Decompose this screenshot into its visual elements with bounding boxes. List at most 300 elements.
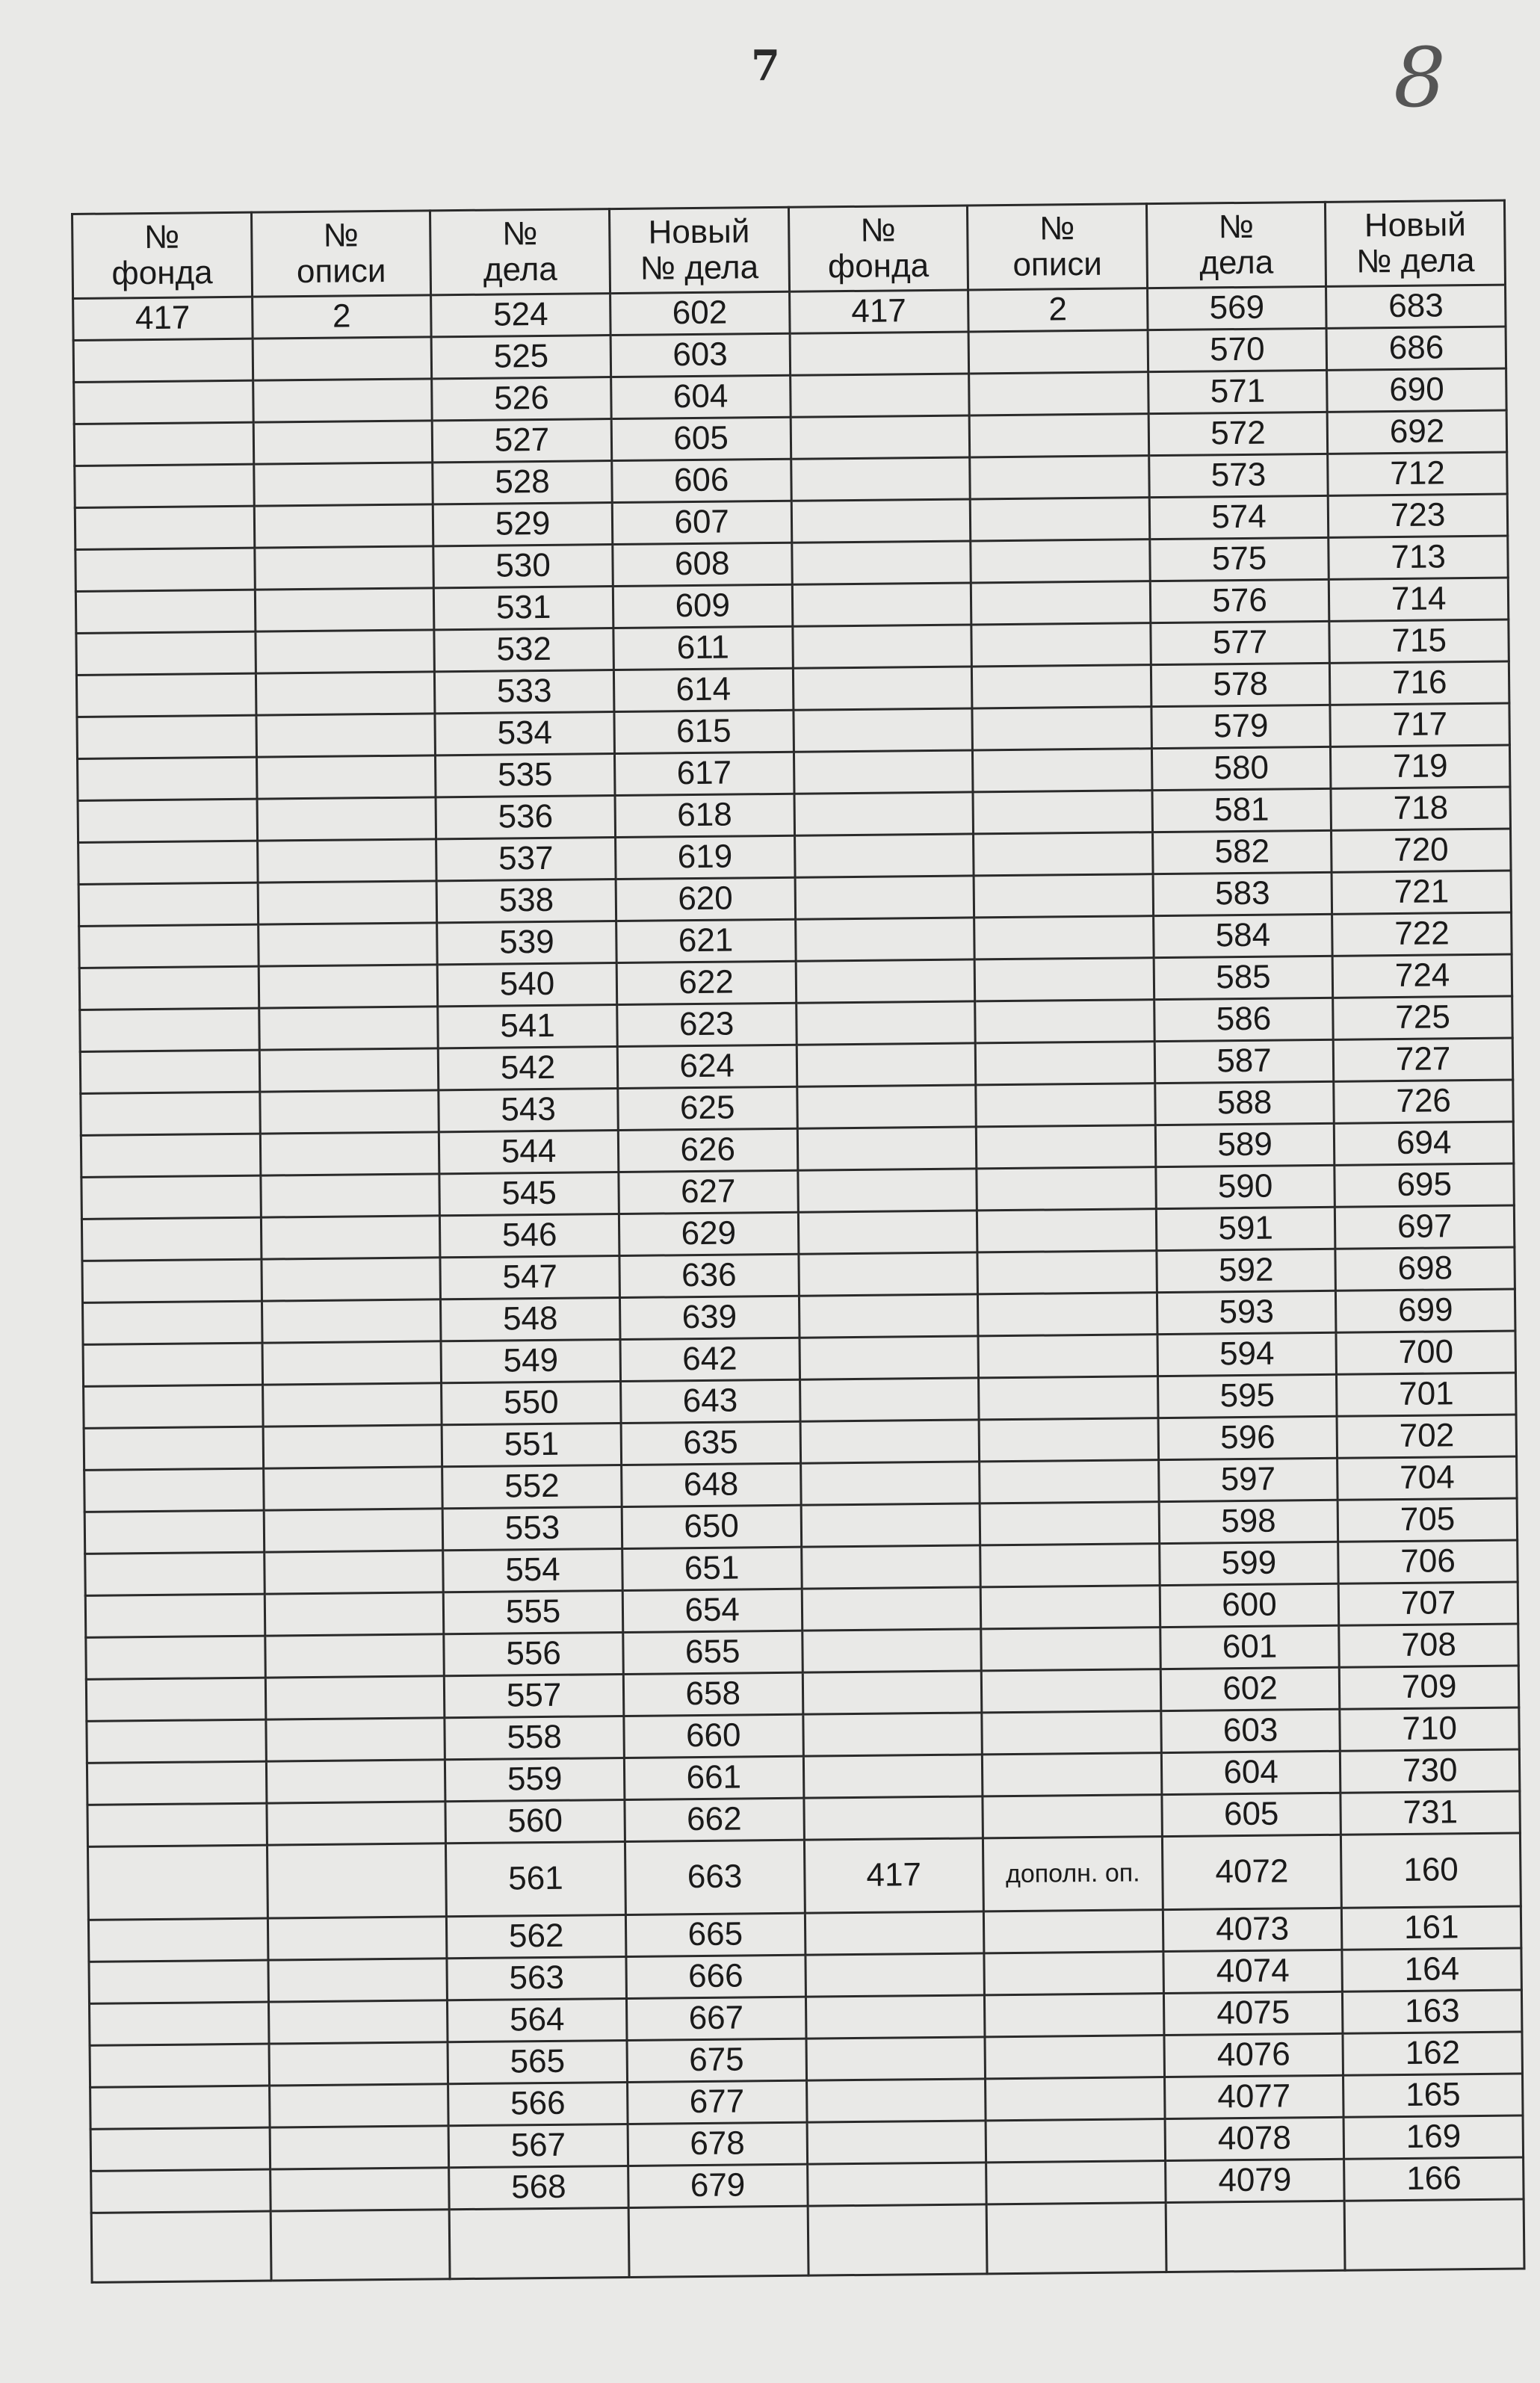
- cell-delo: 4077: [1164, 2075, 1343, 2118]
- cell-new-delo: 726: [1334, 1080, 1513, 1123]
- cell-fond: [84, 1427, 263, 1470]
- cell-opis: [256, 672, 435, 715]
- cell-new-delo: 619: [615, 835, 794, 879]
- cell-delo: 530: [433, 545, 613, 588]
- cell-delo: 573: [1148, 454, 1328, 497]
- cell-delo: 574: [1149, 495, 1329, 539]
- cell-fond: [803, 1796, 983, 1840]
- cell-opis: [969, 372, 1148, 415]
- cell-fond: [806, 2079, 986, 2122]
- empty-cell: [1344, 2199, 1524, 2270]
- cell-opis: [977, 1167, 1156, 1211]
- cell-fond: [807, 2163, 986, 2206]
- cell-delo: 603: [1161, 1709, 1340, 1752]
- cell-new-delo: 697: [1335, 1205, 1515, 1249]
- cell-opis: [253, 421, 433, 464]
- header-opis: № описи: [968, 204, 1148, 290]
- cell-new-delo: 625: [618, 1087, 797, 1130]
- cell-fond: [80, 1008, 259, 1051]
- cell-fond: [78, 883, 258, 926]
- table-row: [87, 1833, 1521, 1920]
- cell-opis: [970, 498, 1149, 541]
- cell-fond: [87, 1803, 267, 1846]
- cell-delo: 561: [446, 1841, 626, 1916]
- cell-delo: 550: [442, 1382, 621, 1425]
- cell-fond: [803, 1671, 982, 1714]
- cell-fond: [794, 834, 974, 877]
- cell-fond: [81, 1217, 261, 1261]
- cell-new-delo: 162: [1343, 2032, 1522, 2075]
- cell-delo: 575: [1150, 537, 1329, 581]
- cell-fond: [86, 1678, 265, 1721]
- cell-opis: [270, 2126, 449, 2169]
- cell-opis: [257, 797, 436, 841]
- cell-delo: 560: [445, 1799, 625, 1843]
- cell-fond: [796, 1001, 975, 1045]
- header-opis: № описи: [251, 211, 431, 297]
- cell-delo: 551: [442, 1424, 621, 1467]
- cell-delo: 557: [445, 1674, 624, 1717]
- cell-new-delo: 665: [625, 1913, 805, 1956]
- header-new-delo: Новый № дела: [1326, 200, 1506, 286]
- cell-opis: [986, 2161, 1166, 2204]
- cell-opis: [980, 1502, 1159, 1545]
- cell-delo: 538: [436, 880, 616, 923]
- cell-opis: дополн. оп.: [983, 1837, 1163, 1911]
- cell-fond: [82, 1259, 262, 1302]
- cell-delo: 562: [447, 1914, 626, 1958]
- cell-delo: 528: [433, 461, 612, 504]
- cell-delo: 555: [443, 1590, 622, 1634]
- cell-delo: 580: [1151, 747, 1331, 790]
- cell-new-delo: 714: [1329, 578, 1509, 621]
- cell-new-delo: 698: [1335, 1247, 1515, 1291]
- cell-fond: [81, 1175, 261, 1219]
- cell-opis: [968, 330, 1148, 374]
- cell-opis: [266, 1760, 445, 1803]
- cell-fond: [800, 1462, 980, 1505]
- handwritten-sheet-number: 8: [1394, 30, 1446, 126]
- cell-new-delo: 618: [615, 794, 794, 837]
- cell-delo: 4078: [1165, 2117, 1344, 2160]
- cell-opis: [979, 1376, 1158, 1420]
- cell-fond: [797, 1043, 976, 1087]
- cell-new-delo: 699: [1336, 1289, 1515, 1332]
- cell-fond: [791, 499, 971, 543]
- cell-fond: [800, 1378, 979, 1421]
- header-fond: № фонда: [788, 205, 968, 291]
- cell-new-delo: 667: [626, 1997, 805, 2040]
- cell-delo: 549: [441, 1340, 620, 1383]
- cell-opis: [264, 1509, 443, 1552]
- cell-delo: 593: [1157, 1291, 1336, 1334]
- cell-opis: [983, 1910, 1163, 1953]
- empty-cell: [270, 2210, 451, 2281]
- cell-opis: [265, 1634, 444, 1678]
- cell-opis: [257, 839, 436, 883]
- header-row: [72, 200, 1506, 298]
- cell-fond: 417: [789, 290, 968, 333]
- cell-delo: 526: [432, 377, 611, 421]
- cell-opis: [253, 463, 433, 506]
- empty-cell: [628, 2206, 808, 2277]
- cell-delo: 4075: [1163, 1991, 1343, 2035]
- cell-delo: 532: [434, 628, 613, 672]
- cell-opis: [259, 1007, 438, 1050]
- cell-opis: [983, 1795, 1162, 1838]
- cell-new-delo: 704: [1338, 1456, 1517, 1500]
- cell-opis: [975, 1000, 1154, 1043]
- cell-new-delo: 166: [1344, 2157, 1524, 2201]
- cell-delo: 565: [448, 2040, 627, 2083]
- cell-new-delo: 717: [1330, 703, 1509, 747]
- cell-fond: 417: [804, 1838, 984, 1913]
- cell-new-delo: 686: [1326, 327, 1506, 370]
- cell-opis: [981, 1628, 1160, 1671]
- cell-delo: 542: [439, 1047, 618, 1090]
- cell-delo: 4073: [1163, 1908, 1342, 1951]
- cell-fond: [793, 667, 972, 710]
- cell-opis: [978, 1335, 1157, 1378]
- cell-opis: [985, 1994, 1164, 2037]
- cell-fond: [85, 1552, 265, 1595]
- cell-fond: [791, 541, 971, 584]
- cell-new-delo: 629: [619, 1212, 798, 1255]
- cell-fond: [797, 1127, 977, 1170]
- cell-fond: [90, 2044, 269, 2087]
- cell-opis: [980, 1460, 1159, 1503]
- cell-fond: [78, 799, 257, 842]
- cell-opis: [980, 1544, 1160, 1587]
- cell-delo: 564: [448, 1998, 627, 2042]
- cell-opis: [261, 1174, 440, 1217]
- cell-fond: [800, 1420, 980, 1463]
- cell-fond: [794, 792, 974, 835]
- cell-delo: 4074: [1163, 1950, 1343, 1993]
- cell-delo: 553: [442, 1507, 622, 1551]
- cell-opis: [254, 546, 433, 590]
- cell-opis: [979, 1418, 1158, 1462]
- cell-new-delo: 650: [622, 1505, 801, 1548]
- cell-delo: 552: [442, 1465, 622, 1509]
- cell-delo: 533: [435, 670, 614, 714]
- cell-new-delo: 658: [623, 1672, 803, 1716]
- cell-fond: [79, 924, 259, 968]
- cell-delo: 559: [445, 1758, 625, 1801]
- cell-new-delo: 725: [1333, 996, 1512, 1039]
- cell-delo: 540: [437, 963, 616, 1007]
- cell-new-delo: 654: [622, 1589, 802, 1632]
- cell-new-delo: 639: [619, 1296, 799, 1339]
- cell-new-delo: 607: [612, 501, 791, 544]
- case-renumbering-table: [71, 200, 1526, 2284]
- cell-fond: [75, 548, 255, 591]
- cell-fond: [79, 966, 259, 1010]
- empty-row: [91, 2199, 1524, 2282]
- cell-new-delo: 705: [1338, 1498, 1517, 1542]
- cell-fond: [81, 1134, 260, 1177]
- cell-delo: 546: [440, 1214, 619, 1258]
- cell-delo: 581: [1152, 788, 1332, 832]
- cell-delo: 537: [436, 838, 616, 881]
- cell-fond: [805, 1911, 984, 1955]
- cell-new-delo: 605: [611, 417, 791, 460]
- cell-delo: 596: [1158, 1416, 1338, 1459]
- cell-fond: [84, 1468, 264, 1512]
- cell-new-delo: 620: [616, 877, 795, 921]
- cell-fond: [791, 457, 970, 501]
- cell-delo: 543: [439, 1089, 618, 1132]
- cell-opis: [259, 965, 438, 1008]
- cell-delo: 545: [439, 1172, 619, 1216]
- cell-delo: 531: [434, 587, 613, 630]
- cell-new-delo: 666: [626, 1955, 805, 1998]
- cell-delo: 591: [1156, 1207, 1335, 1250]
- cell-delo: 534: [435, 712, 614, 755]
- cell-new-delo: 690: [1327, 368, 1506, 412]
- header-delo: № дела: [1146, 202, 1326, 288]
- cell-new-delo: 727: [1334, 1038, 1513, 1081]
- cell-new-delo: 662: [625, 1798, 804, 1841]
- cell-fond: [795, 876, 974, 919]
- cell-delo: 582: [1152, 830, 1332, 874]
- cell-new-delo: 655: [623, 1631, 803, 1674]
- cell-opis: [986, 2119, 1165, 2163]
- cell-new-delo: 161: [1342, 1906, 1521, 1950]
- cell-fond: [75, 506, 254, 549]
- cell-new-delo: 677: [627, 2080, 806, 2124]
- cell-delo: 572: [1148, 412, 1328, 455]
- cell-fond: [794, 750, 973, 794]
- cell-delo: 594: [1157, 1332, 1337, 1376]
- cell-opis: [265, 1718, 445, 1761]
- cell-opis: [974, 958, 1154, 1001]
- cell-new-delo: 723: [1329, 494, 1508, 537]
- cell-fond: [75, 464, 254, 507]
- cell-opis: [268, 1917, 447, 1960]
- cell-opis: [972, 665, 1151, 708]
- cell-delo: 601: [1160, 1625, 1339, 1669]
- cell-fond: [792, 583, 971, 626]
- cell-fond: [78, 841, 258, 884]
- cell-fond: [792, 625, 971, 668]
- cell-fond: [790, 374, 969, 417]
- cell-opis: [267, 1843, 447, 1918]
- cell-opis: [974, 874, 1153, 918]
- cell-fond: [793, 708, 972, 752]
- cell-fond: [91, 2169, 270, 2213]
- cell-fond: [87, 1761, 266, 1805]
- cell-opis: [982, 1753, 1161, 1796]
- cell-opis: [978, 1293, 1157, 1336]
- cell-new-delo: 721: [1332, 871, 1511, 914]
- cell-opis: [267, 1802, 446, 1845]
- cell-new-delo: 606: [612, 459, 791, 502]
- cell-fond: [801, 1503, 980, 1547]
- cell-new-delo: 730: [1340, 1749, 1520, 1793]
- cell-fond: [83, 1343, 262, 1386]
- cell-new-delo: 661: [624, 1756, 803, 1799]
- cell-new-delo: 720: [1332, 829, 1511, 872]
- cell-opis: [974, 832, 1153, 876]
- cell-delo: 548: [441, 1298, 620, 1341]
- cell-new-delo: 163: [1343, 1990, 1522, 2033]
- cell-opis: [262, 1383, 442, 1427]
- cell-new-delo: 660: [624, 1714, 803, 1758]
- cell-opis: [263, 1425, 442, 1468]
- cell-new-delo: 707: [1339, 1582, 1518, 1625]
- cell-opis: [975, 1042, 1154, 1085]
- cell-opis: [269, 2042, 448, 2086]
- cell-opis: [270, 2168, 449, 2211]
- cell-opis: [258, 923, 437, 966]
- cell-opis: [259, 1048, 439, 1092]
- cell-delo: 569: [1147, 286, 1326, 330]
- cell-opis: 2: [252, 295, 431, 339]
- cell-new-delo: 722: [1332, 912, 1512, 956]
- cell-opis: [976, 1125, 1155, 1169]
- cell-fond: [83, 1301, 262, 1344]
- cell-fond: [797, 1085, 976, 1128]
- cell-fond: [801, 1545, 980, 1589]
- cell-opis: [974, 916, 1154, 959]
- cell-opis: [261, 1216, 440, 1259]
- cell-delo: 605: [1162, 1793, 1341, 1836]
- cell-delo: 536: [436, 796, 615, 839]
- cell-new-delo: 683: [1326, 285, 1506, 328]
- cell-opis: [262, 1258, 441, 1301]
- cell-delo: 524: [431, 294, 610, 337]
- cell-delo: 597: [1158, 1458, 1338, 1501]
- cell-delo: 600: [1160, 1583, 1339, 1627]
- cell-delo: 525: [431, 336, 610, 379]
- cell-delo: 535: [436, 754, 615, 797]
- cell-delo: 579: [1151, 705, 1331, 748]
- cell-opis: [262, 1299, 441, 1343]
- cell-new-delo: 627: [619, 1170, 798, 1214]
- cell-fond: [89, 1960, 268, 2003]
- cell-fond: [802, 1629, 981, 1672]
- cell-fond: [90, 2002, 269, 2045]
- cell-opis: [973, 749, 1152, 792]
- cell-opis: [256, 755, 436, 799]
- cell-delo: 598: [1159, 1500, 1338, 1543]
- cell-delo: 4076: [1164, 2033, 1343, 2077]
- cell-opis: [971, 540, 1150, 583]
- cell-opis: [976, 1084, 1155, 1127]
- cell-new-delo: 609: [613, 584, 792, 628]
- cell-new-delo: 694: [1335, 1122, 1514, 1165]
- cell-fond: [80, 1050, 259, 1093]
- cell-opis: [971, 581, 1150, 625]
- cell-new-delo: 651: [622, 1547, 802, 1590]
- cell-fond: [77, 715, 256, 758]
- cell-new-delo: 719: [1331, 745, 1510, 788]
- cell-fond: [84, 1385, 263, 1428]
- cell-new-delo: 624: [617, 1045, 797, 1088]
- cell-delo: 4072: [1162, 1835, 1342, 1909]
- cell-opis: [265, 1676, 445, 1719]
- cell-new-delo: 675: [627, 2039, 806, 2082]
- cell-delo: 592: [1157, 1249, 1336, 1292]
- cell-new-delo: 615: [614, 710, 794, 753]
- cell-delo: 585: [1154, 956, 1333, 999]
- cell-delo: 568: [449, 2166, 628, 2209]
- cell-fond: [73, 339, 253, 382]
- cell-new-delo: 622: [616, 961, 796, 1004]
- cell-new-delo: 716: [1330, 661, 1509, 705]
- cell-fond: [81, 1092, 260, 1135]
- cell-fond: [805, 2037, 985, 2080]
- cell-new-delo: 679: [628, 2164, 807, 2207]
- cell-delo: 539: [437, 921, 616, 965]
- cell-opis: 2: [968, 288, 1148, 332]
- cell-fond: [790, 332, 969, 375]
- cell-opis: [253, 379, 432, 422]
- cell-delo: 604: [1161, 1751, 1340, 1794]
- cell-delo: 566: [448, 2082, 628, 2125]
- cell-fond: [90, 2127, 270, 2171]
- cell-delo: 563: [447, 1956, 626, 2000]
- cell-opis: [977, 1251, 1157, 1294]
- empty-cell: [986, 2203, 1166, 2274]
- cell-new-delo: 678: [628, 2122, 807, 2166]
- cell-delo: 599: [1159, 1542, 1338, 1585]
- cell-new-delo: 713: [1329, 536, 1508, 579]
- cell-opis: [985, 2036, 1164, 2079]
- cell-delo: 4079: [1165, 2159, 1344, 2202]
- cell-new-delo: 165: [1343, 2074, 1523, 2117]
- cell-new-delo: 715: [1329, 619, 1509, 663]
- cell-fond: [78, 757, 257, 800]
- cell-new-delo: 623: [617, 1003, 797, 1046]
- cell-new-delo: 617: [614, 752, 794, 795]
- header-fond: № фонда: [72, 212, 253, 298]
- cell-fond: [791, 415, 970, 459]
- cell-fond: 417: [73, 297, 253, 340]
- cell-opis: [259, 1090, 439, 1134]
- cell-opis: [258, 881, 437, 924]
- cell-new-delo: 626: [618, 1128, 797, 1172]
- header-new-delo: Новый № дела: [609, 207, 789, 293]
- cell-new-delo: 663: [625, 1840, 805, 1914]
- cell-opis: [971, 623, 1151, 667]
- cell-opis: [973, 791, 1152, 834]
- cell-new-delo: 636: [619, 1254, 799, 1297]
- cell-fond: [74, 380, 253, 424]
- empty-cell: [808, 2204, 988, 2275]
- table-body: [73, 285, 1524, 2282]
- cell-delo: 571: [1148, 370, 1327, 413]
- cell-opis: [986, 2077, 1165, 2121]
- cell-delo: 527: [432, 419, 611, 463]
- cell-new-delo: 718: [1331, 787, 1510, 830]
- cell-new-delo: 603: [610, 333, 790, 377]
- cell-fond: [795, 918, 974, 961]
- cell-delo: 577: [1151, 621, 1330, 664]
- cell-opis: [254, 504, 433, 548]
- cell-opis: [969, 414, 1148, 457]
- cell-opis: [981, 1669, 1160, 1713]
- cell-new-delo: 724: [1332, 954, 1512, 998]
- cell-delo: 578: [1151, 663, 1330, 706]
- cell-fond: [86, 1636, 265, 1679]
- cell-new-delo: 648: [621, 1463, 800, 1506]
- cell-fond: [803, 1713, 982, 1756]
- cell-fond: [803, 1755, 983, 1798]
- cell-delo: 554: [443, 1549, 622, 1592]
- cell-fond: [807, 2121, 986, 2164]
